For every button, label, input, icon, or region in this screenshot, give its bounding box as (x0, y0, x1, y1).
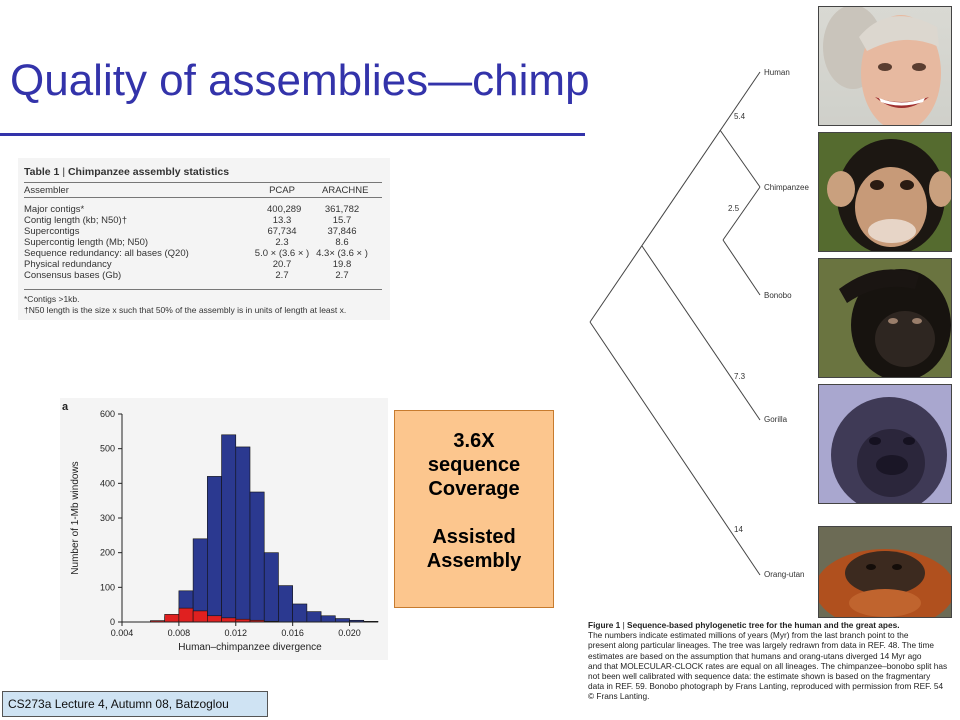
figure-caption-title: Sequence-based phylogenetic tree for the human and the great apes. (627, 620, 900, 630)
figure-caption-line: not been well calibrated with sequence data: the estimate shown is based on the fragmentary (588, 671, 931, 682)
figure-caption-line: data in REF. 59. Bonobo photograph by Frans Lanting, reproduced with permission from REF. 54 (588, 681, 944, 692)
table-cell: 8.6 (335, 237, 349, 248)
histogram-bar-red (165, 614, 179, 622)
histogram-bar-red (179, 608, 193, 622)
x-tick-label: 0.008 (167, 628, 191, 638)
callout-line: 3.6X (453, 430, 495, 452)
histogram-bar-blue (250, 492, 264, 622)
tree-branches (580, 0, 816, 610)
callout-line: Assembly (426, 550, 522, 572)
taxon-label: Chimpanzee (764, 183, 809, 192)
panel-label: a (62, 401, 69, 413)
table-caption-text: Chimpanzee assembly statistics (67, 166, 230, 178)
x-tick-label: 0.004 (110, 628, 134, 638)
table-cell: 5.0 × (3.6 × ) (254, 248, 310, 259)
table-header-cell: Assembler (24, 185, 69, 196)
figure-caption-line: and that MOLECULAR-CLOCK rates are equal on all lineages. The chimpanzee–bonobo split has (588, 660, 948, 671)
x-axis-label: Human–chimpanzee divergence (178, 642, 322, 653)
x-tick-label: 0.016 (281, 628, 304, 638)
callout-spacer (395, 501, 553, 525)
table-row (24, 248, 382, 259)
figure-caption-label: Figure 1 (588, 620, 621, 630)
histogram-bar-blue (307, 612, 321, 622)
y-tick-label: 100 (99, 582, 115, 593)
table-header-cell: ARACHNE (322, 185, 369, 196)
bonobo-photo (818, 258, 952, 378)
table-cell: 400,289 (267, 204, 302, 215)
tree-branch (723, 240, 760, 295)
y-tick-label: 300 (99, 513, 115, 523)
table-header-row (24, 185, 382, 196)
table-footnote: †N50 length is the size x such that 50% of the assembly is in units of length at least x. (24, 305, 347, 315)
table-cell: 19.8 (332, 259, 352, 270)
table-cell: 37,846 (327, 226, 357, 237)
table-cell: Consensus bases (Gb) (24, 270, 122, 281)
figure-caption (588, 620, 948, 702)
table-cell: 361,782 (324, 204, 360, 215)
y-tick-label: 600 (99, 409, 115, 419)
table-cell: Supercontigs (24, 226, 80, 237)
orangutan-photo (818, 526, 952, 618)
table-cell: 2.7 (275, 270, 289, 281)
table-caption-label: Table 1 (24, 166, 60, 178)
callout-line: Assisted (432, 526, 516, 548)
table-header-rule (24, 197, 382, 198)
table-cell: 20.7 (272, 259, 292, 270)
phylogenetic-tree (580, 0, 816, 720)
y-axis-label: Number of 1-Mb windows (70, 461, 81, 575)
y-tick-label: 200 (99, 547, 115, 558)
x-tick-label: 0.012 (224, 628, 248, 638)
human-photo (818, 6, 952, 126)
figure-caption-line: present along particular lineages. The tree was largely redrawn from data in REF. 48. The time (588, 640, 935, 651)
table-cell: Sequence redundancy: all bases (Q20) (24, 248, 189, 259)
histogram-bar-blue (236, 447, 250, 622)
table-cell: Physical redundancy (24, 259, 112, 270)
gorilla-photo (818, 384, 952, 504)
table-cell: Contig length (kb; N50)† (24, 215, 127, 226)
table-cell: 2.7 (335, 270, 349, 281)
table-cell: 67,734 (267, 226, 297, 237)
y-tick-label: 500 (99, 443, 115, 454)
histogram-bar-blue (264, 553, 278, 622)
table-row (24, 237, 382, 248)
callout-line: Coverage (428, 478, 520, 500)
table-cell: 4.3× (3.6 × ) (316, 248, 368, 259)
table-cell: 15.7 (332, 215, 352, 226)
chimpanzee-face-icon (819, 133, 952, 252)
taxon-label: Human (764, 68, 790, 77)
tree-branch (590, 72, 760, 322)
table-cell: Supercontig length (Mb; N50) (24, 237, 149, 248)
branch-length-label: 5.4 (734, 112, 746, 121)
lecture-footer: CS273a Lecture 4, Autumn 08, Batzoglou (2, 691, 268, 717)
table-row (24, 226, 382, 237)
tree-branch (642, 246, 760, 420)
histogram-bar-blue (193, 539, 207, 622)
figure-caption-separator: | (620, 620, 628, 630)
histogram-bar-red (207, 616, 221, 622)
tree-branch (590, 322, 760, 575)
table-row (24, 259, 382, 270)
figure-caption-line: estimates are based on the assumption that humans and orang-utans diverged 14 Myr ago (588, 650, 922, 661)
figure-caption-line: © Frans Lanting. (588, 691, 650, 702)
histogram-bar-blue (278, 586, 292, 622)
taxon-label: Bonobo (764, 291, 792, 300)
figure-caption-line: The numbers indicate estimated millions of years (Myr) from the last branch point to the (588, 630, 909, 641)
histogram-bar-red (193, 611, 207, 622)
chimpanzee-photo (818, 132, 952, 252)
table-top-rule (24, 182, 382, 183)
coverage-callout (394, 410, 554, 608)
callout-line: sequence (427, 454, 521, 476)
x-tick-label: 0.020 (338, 628, 361, 638)
title-underline (0, 133, 585, 136)
bonobo-face-icon (819, 259, 952, 378)
slide-title: Quality of assemblies—chimp (10, 56, 590, 105)
table-row (24, 270, 382, 281)
table-row (24, 204, 382, 215)
human-face-icon (819, 7, 952, 126)
histogram-bar-blue (207, 476, 221, 622)
gorilla-face-icon (819, 385, 952, 504)
assembly-stats-table (18, 158, 390, 320)
table-bottom-rule (24, 289, 382, 290)
taxon-label: Orang-utan (764, 570, 805, 579)
histogram-svg (60, 398, 388, 660)
orangutan-face-icon (819, 527, 952, 618)
histogram-bar-blue (335, 619, 349, 622)
table-header-cell: PCAP (269, 185, 295, 196)
table-cell: 2.3 (275, 237, 289, 248)
tree-branch (720, 130, 760, 187)
histogram-bar-red (222, 618, 236, 622)
table-caption (24, 166, 229, 178)
y-tick-label: 400 (99, 478, 115, 489)
table-row (24, 215, 382, 226)
histogram-bar-blue (321, 616, 335, 622)
taxon-label: Gorilla (764, 415, 788, 424)
table-caption-separator: | (59, 166, 68, 178)
branch-length-label: 2.5 (728, 204, 740, 213)
table-cell: 13.3 (272, 215, 292, 226)
branch-length-label: 14 (734, 525, 743, 534)
branch-length-label: 7.3 (734, 372, 746, 381)
histogram-bar-blue (222, 435, 236, 622)
histogram-bar-blue (293, 604, 307, 622)
y-tick-label: 0 (109, 617, 115, 627)
tree-branch (723, 187, 760, 240)
table-cell: Major contigs* (24, 204, 85, 215)
table-footnote: *Contigs >1kb. (24, 294, 80, 304)
divergence-histogram (60, 398, 388, 660)
